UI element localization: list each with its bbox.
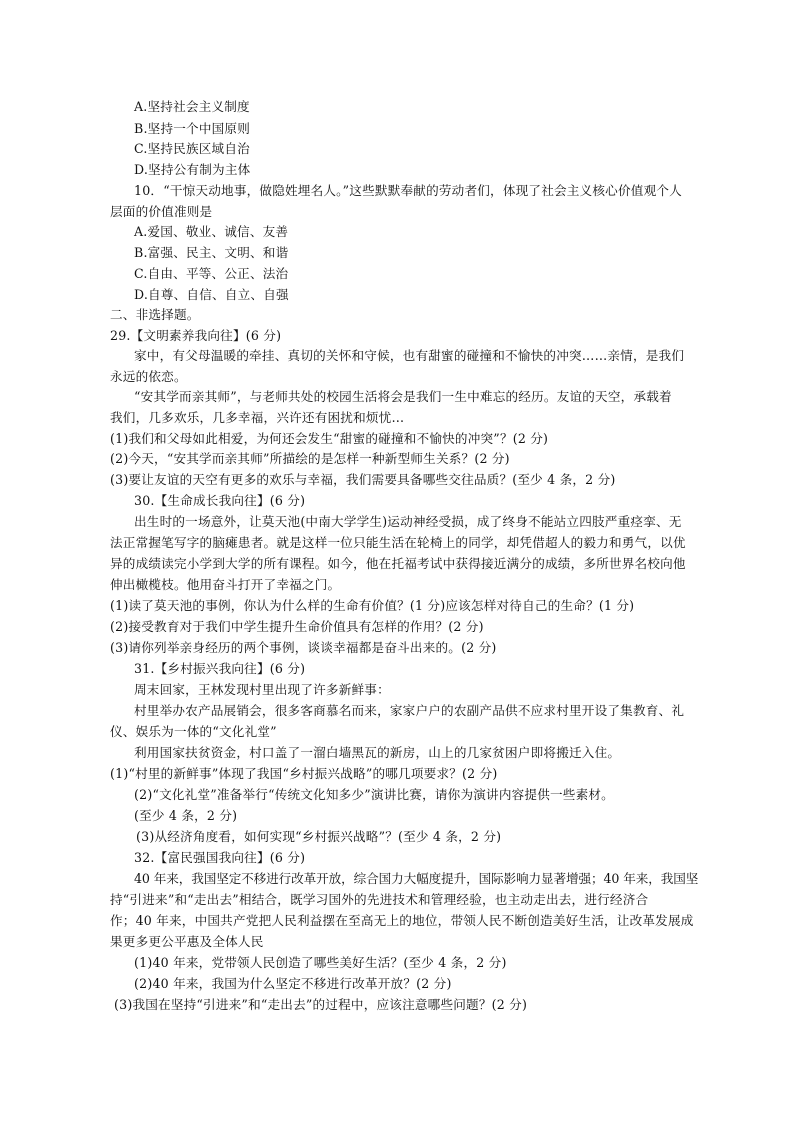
q32-subquestion-1: (1)40 年来，党带领人民创造了哪些美好生活？(至少 4 条，2 分) xyxy=(134,955,507,970)
q30-passage-line2: 法正常握笔写字的脑瘫患者。就是这样一位只能生活在轮椅上的同学，却凭借超人的毅力和勇气，以优 xyxy=(110,535,686,550)
q32-passage-line2: 持“引进来”和“走出去”相结合，既学习国外的先进技术和管理经验，也主动走出去，进行经济合 xyxy=(110,892,649,907)
q31-subquestion-3: (3)从经济角度看，如何实现“乡村振兴战略”？(至少 4 条，2 分) xyxy=(136,829,502,844)
q31-subquestion-2-line1: (2)“文化礼堂”准备举行“传统文化知多少”演讲比赛，请你为演讲内容提供一些素材。 xyxy=(134,787,614,802)
q30-subquestion-2: (2)接受教育对于我们中学生提升生命价值具有怎样的作用？(2 分) xyxy=(110,619,484,634)
q32-passage-line3: 作；40 年来，中国共产党把人民利益摆在至高无上的地位，带领人民不断创造美好生活，让改革发展成 xyxy=(110,913,694,928)
q29-subquestion-2: (2)今天，“安其学而亲其师”所描绘的是怎样一种新型师生关系？(2 分) xyxy=(110,451,510,466)
q32-title: 32.【富民强国我向往】(6 分) xyxy=(134,850,306,865)
q10-option-b: B.富强、民主、文明、和谐 xyxy=(134,245,289,260)
q32-subquestion-2: (2)40 年来，我国为什么坚定不移进行改革开放？(2 分) xyxy=(134,976,452,991)
section-2-title: 二、非选择题。 xyxy=(110,307,200,322)
q29-passage-1-line1: 家中，有父母温暖的牵挂、真切的关怀和守候，也有甜蜜的碰撞和不愉快的冲突……亲情，是我们 xyxy=(134,348,685,363)
q30-subquestion-1: (1)读了莫天池的事例，你认为什么样的生命有价值？(1 分)应该怎样对待自己的生命？(1 分) xyxy=(110,598,635,613)
q29-passage-2-line2: 我们，几多欢乐，几多幸福，兴许还有困扰和烦忧… xyxy=(110,410,405,425)
q29-passage-2-line1: “安其学而亲其师”，与老师共处的校园生活将会是我们一生中难忘的经历。友谊的天空，承载着 xyxy=(134,389,672,404)
q30-passage-line1: 出生时的一场意外，让莫天池(中南大学学生)运动神经受损，成了终身不能站立四肢严重痉挛、无 xyxy=(134,514,682,529)
q10-option-a: A.爱国、敬业、诚信、友善 xyxy=(134,224,289,239)
q31-title: 31.【乡村振兴我向往】(6 分) xyxy=(134,661,306,676)
q10-option-d: D.自尊、自信、自立、自强 xyxy=(134,287,289,302)
q31-subquestion-2-line2: (至少 4 条，2 分) xyxy=(134,808,238,823)
q32-passage-line4: 果更多更公平惠及全体人民 xyxy=(110,934,264,949)
q31-passage-1: 周末回家，王林发现村里出现了许多新鲜事： xyxy=(134,682,390,697)
q30-passage-line4: 伸出橄榄枝。他用奋斗打开了幸福之门。 xyxy=(110,577,341,592)
q29-subquestion-3: (3)要让友谊的天空有更多的欢乐与幸福，我们需要具备哪些交往品质？(至少 4 条，2 分) xyxy=(110,472,616,487)
q31-passage-3: 利用国家扶贫资金，村口盖了一溜白墙黑瓦的新房，山上的几家贫困户即将搬迁入住。 xyxy=(134,745,621,760)
q31-passage-2-line2: 仪、娱乐为一体的“文化礼堂” xyxy=(110,724,277,739)
q31-passage-2-line1: 村里举办农产品展销会，很多客商慕名而来，家家户户的农副产品供不应求村里开设了集教育、礼 xyxy=(134,703,685,718)
q32-passage-line1: 40 年来，我国坚定不移进行改革开放，综合国力大幅度提升，国际影响力显著增强；40 年来，我国坚 xyxy=(134,871,699,886)
q32-subquestion-3: (3)我国在坚持“引进来”和“走出去”的过程中，应该注意哪些问题？(2 分) xyxy=(114,997,528,1012)
q10-stem-line1: 10．“干惊天动地事，做隐姓埋名人。”这些默默奉献的劳动者们，体现了社会主义核心价值观个人 xyxy=(134,183,682,198)
q29-title: 29.【文明素养我向往】(6 分) xyxy=(110,328,282,343)
q9-option-a: A.坚持社会主义制度 xyxy=(134,99,250,114)
q10-stem-line2: 层面的价值准则是 xyxy=(110,204,213,219)
q10-option-c: C.自由、平等、公正、法治 xyxy=(134,266,289,281)
q9-option-c: C.坚持民族区域自治 xyxy=(134,141,250,156)
q29-passage-1-line2: 永远的依恋。 xyxy=(110,369,187,384)
q30-passage-line3: 异的成绩读完小学到大学的所有课程。如今，他在托福考试中获得接近满分的成绩，多所世界名校向他 xyxy=(110,556,686,571)
q9-option-d: D.坚持公有制为主体 xyxy=(134,162,251,177)
q31-subquestion-1: (1)“村里的新鲜事”体现了我国“乡村振兴战略”的哪几项要求？(2 分) xyxy=(110,766,498,781)
q30-title: 30.【生命成长我向往】(6 分) xyxy=(134,493,306,508)
q9-option-b: B.坚持一个中国原则 xyxy=(134,121,251,136)
q30-subquestion-3: (3)请你列举亲身经历的两个事例，谈谈幸福都是奋斗出来的。(2 分) xyxy=(110,640,497,655)
q29-subquestion-1: (1)我们和父母如此相爱，为何还会发生“甜蜜的碰撞和不愉快的冲突”？(2 分) xyxy=(110,431,549,446)
